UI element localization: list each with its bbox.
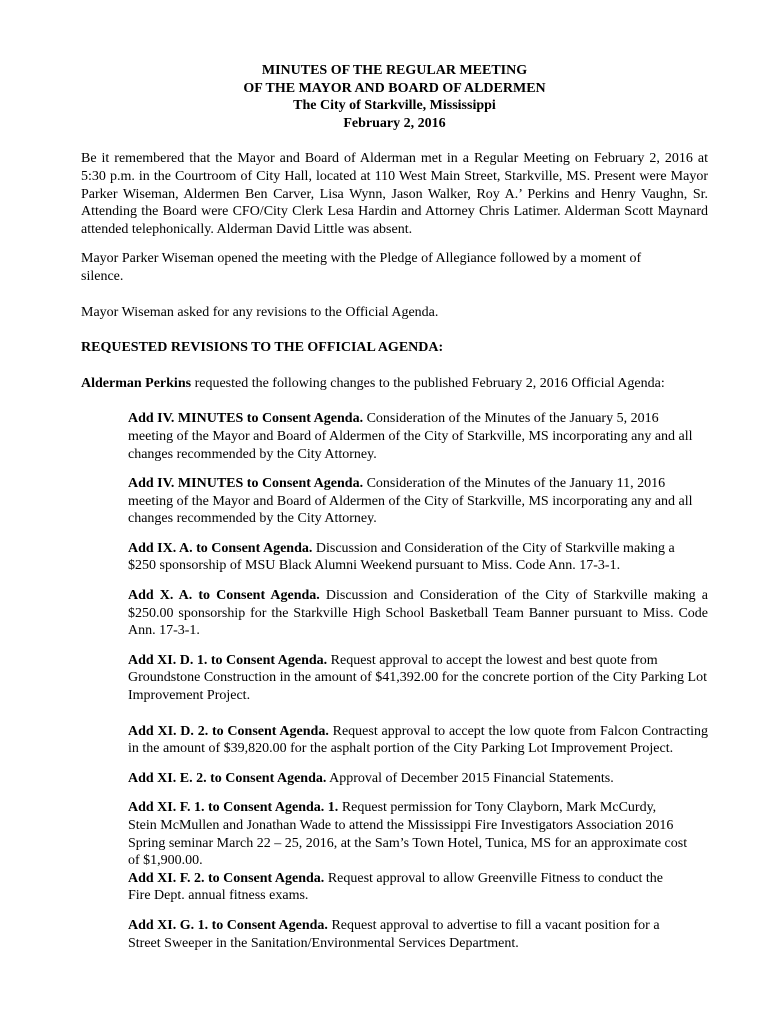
revisions-paragraph: Mayor Wiseman asked for any revisions to the Official Agenda.: [81, 304, 439, 320]
perkins-paragraph: [81, 375, 708, 393]
agenda-item: [128, 652, 708, 705]
agenda-item-text: Request approval to accept the lowest and best quote from Groundstone Construction in the amount of $41,392.00 for the concrete portion of the City Parking Lot Improvement Project.: [128, 652, 707, 704]
agenda-item: [128, 723, 708, 758]
agenda-item-text: Consideration of the Minutes of the January 11, 2016 meeting of the Mayor and Board of Aldermen of the City of Starkville, MS incorporating any and all changes recommended by the City Attorney.: [128, 476, 693, 527]
agenda-item-text: Request approval to advertise to fill a vacant position for a Street Sweeper in the Sanitation/Environmental Services Department.: [128, 917, 660, 951]
agenda-item-text: Request approval to accept the low quote from Falcon Contracting in the amount of $39,820.00 for the asphalt portion of the City Parking Lot Improvement Project.: [128, 723, 708, 757]
agenda-item-label: Add IV. MINUTES to Consent Agenda.: [128, 476, 364, 492]
document-page: [81, 62, 708, 952]
agenda-item: [128, 917, 708, 952]
intro-paragraph: Be it remembered that the Mayor and Board of Alderman met in a Regular Meeting on February 2, 2016 at 5:30 p.m. in the Courtroom of City Hall, located at 110 West Main Street, Starkville, MS. Present were Mayor Parker Wiseman, Aldermen Ben Carver, Lisa Wynn, Jason Walker, Roy A.’ Perkins and Henry Vaughn, Sr. Attending the Board were CFO/City Clerk Lesa Hardin and Attorney Chris Latimer. Alderman Scott Maynard attended telephonically. Alderman David Little was absent.: [81, 151, 708, 237]
agenda-item: [128, 870, 708, 905]
agenda-item-label: Add XI. E. 2. to Consent Agenda.: [128, 770, 327, 786]
perkins-text: requested the following changes to the published February 2, 2016 Official Agenda:: [191, 375, 665, 391]
agenda-item-label: Add XI. D. 1. to Consent Agenda.: [128, 652, 328, 668]
agenda-item: [128, 799, 708, 869]
agenda-item-text: Request approval to allow Greenville Fitness to conduct the Fire Dept. annual fitness exams.: [128, 870, 663, 904]
agenda-item-label: Add IV. MINUTES to Consent Agenda.: [128, 411, 364, 427]
title-line-2: OF THE MAYOR AND BOARD OF ALDERMEN: [243, 80, 546, 96]
agenda-item: [128, 587, 708, 640]
section-heading: REQUESTED REVISIONS TO THE OFFICIAL AGENDA:: [81, 340, 444, 356]
title-line-3: The City of Starkville, Mississippi: [293, 98, 496, 114]
agenda-item-label: Add XI. F. 2. to Consent Agenda.: [128, 870, 325, 886]
title-line-4: February 2, 2016: [343, 115, 446, 131]
agenda-item-label: Add XI. G. 1. to Consent Agenda.: [128, 917, 328, 933]
document-title: [81, 62, 708, 132]
agenda-item: [128, 770, 708, 788]
agenda-item-text: Discussion and Consideration of the City of Starkville making a $250.00 sponsorship for the Starkville High School Basketball Team Banner pursuant to Miss. Code Ann. 17-3-1.: [128, 588, 708, 639]
agenda-item-label: Add X. A. to Consent Agenda.: [128, 588, 320, 604]
agenda-item: [128, 475, 708, 528]
title-line-1: MINUTES OF THE REGULAR MEETING: [261, 63, 528, 78]
agenda-item: [128, 410, 708, 463]
pledge-paragraph: Mayor Parker Wiseman opened the meeting with the Pledge of Allegiance followed by a moment of silence.: [81, 251, 642, 284]
agenda-item-text: Discussion and Consideration of the City of Starkville making a $250 sponsorship of MSU Black Alumni Weekend pursuant to Miss. Code Ann. 17-3-1.: [128, 540, 675, 574]
agenda-item-text: Consideration of the Minutes of the January 5, 2016 meeting of the Mayor and Board of Aldermen of the City of Starkville, MS incorporating any and all changes recommended by the City Attorney.: [128, 411, 693, 462]
agenda-item-label: Add XI. F. 1. to Consent Agenda. 1.: [128, 800, 339, 816]
agenda-item-label: Add IX. A. to Consent Agenda.: [128, 540, 313, 556]
perkins-name: Alderman Perkins: [81, 375, 192, 391]
agenda-item-text: Approval of December 2015 Financial Statements.: [326, 770, 614, 786]
agenda-item-label: Add XI. D. 2. to Consent Agenda.: [128, 723, 329, 739]
agenda-item: [128, 540, 708, 575]
agenda-item-text: Request permission for Tony Clayborn, Mark McCurdy, Stein McMullen and Jonathan Wade to attend the Mississippi Fire Investigators Association 2016 Spring seminar March 22 – 25, 2016, at the Sam’s Town Hotel, Tunica, MS for an approximate cost of $1,900.00.: [128, 800, 688, 869]
